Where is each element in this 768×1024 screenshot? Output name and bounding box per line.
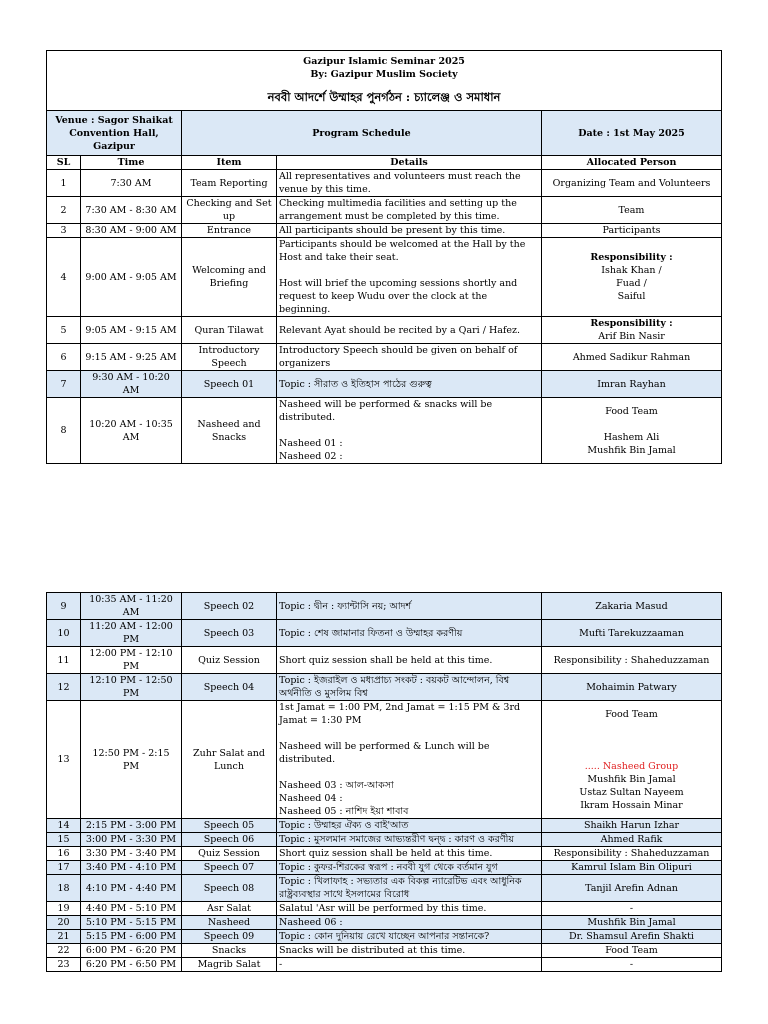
cell-line: Zakaria Masud	[595, 600, 668, 612]
sl-cell: 16	[47, 847, 81, 861]
item-cell: Speech 08	[182, 875, 277, 902]
sl-cell: 19	[47, 902, 81, 916]
cell-line: Food Team	[605, 945, 658, 956]
person-cell	[542, 930, 722, 944]
col-header-sl: SL	[47, 156, 81, 170]
time-cell: 5:10 PM - 5:15 PM	[81, 916, 182, 930]
cell-line: Host will brief the upcoming sessions shortly and request to keep Wudu over the clock at the beginning.	[279, 278, 518, 315]
cell-line: Food Team	[605, 405, 658, 417]
sl-cell: 8	[47, 398, 81, 464]
item-cell: Snacks	[182, 944, 277, 958]
person-cell	[542, 701, 722, 819]
person-cell	[542, 958, 722, 972]
cell-line: Nasheed will be performed & snacks will be distributed.	[279, 399, 493, 423]
table-row	[47, 170, 722, 197]
item-cell: Welcoming and Briefing	[182, 238, 277, 317]
sl-cell: 13	[47, 701, 81, 819]
details-cell	[277, 398, 542, 464]
time-cell: 12:10 PM - 12:50 PM	[81, 674, 182, 701]
person-cell	[542, 674, 722, 701]
theme-title: নববী আদর্শে উম্মাহর পুনর্গঠন : চ্যালেঞ্জ ও সমাধান	[267, 90, 501, 104]
details-cell	[277, 170, 542, 197]
cell-line: Responsibility : Shaheduzzaman	[553, 848, 710, 859]
sl-cell: 20	[47, 916, 81, 930]
sl-cell: 7	[47, 371, 81, 398]
cell-line: Arif Bin Nasir	[598, 331, 665, 342]
person-cell	[542, 224, 722, 238]
seminar-title: Gazipur Islamic Seminar 2025	[303, 56, 465, 67]
col-header-item: Item	[182, 156, 277, 170]
item-cell: Quran Tilawat	[182, 317, 277, 344]
sl-cell: 22	[47, 944, 81, 958]
details-cell	[277, 701, 542, 819]
time-cell: 5:15 PM - 6:00 PM	[81, 930, 182, 944]
cell-line: Shaikh Harun Izhar	[583, 820, 680, 831]
item-cell: Quiz Session	[182, 847, 277, 861]
cell-line: -	[629, 903, 634, 914]
table-row	[47, 371, 722, 398]
cell-line: Topic : কুফর-শিরকের স্বরূপ : নববী যুগ থেকে বর্তমান যুগ	[279, 862, 498, 873]
person-cell	[542, 944, 722, 958]
table-row	[47, 674, 722, 701]
item-cell: Nasheed	[182, 916, 277, 930]
cell-line: Responsibility :	[590, 252, 673, 263]
cell-line: Mushfik Bin Jamal	[587, 773, 676, 785]
sl-cell: 11	[47, 647, 81, 674]
details-cell	[277, 344, 542, 371]
item-cell: Checking and Set up	[182, 197, 277, 224]
cell-line: Saiful	[617, 291, 646, 302]
cell-line: All participants should be present by this time.	[279, 225, 506, 236]
cell-line: Topic : কোন দুনিয়ায় রেখে যাচ্ছেন আপনার সন্তানকে?	[279, 931, 490, 942]
cell-line: Responsibility :	[590, 318, 673, 329]
table-row	[47, 197, 722, 224]
person-cell	[542, 819, 722, 833]
details-cell	[277, 819, 542, 833]
col-header-details: Details	[277, 156, 542, 170]
cell-line: Nasheed 06 :	[279, 917, 343, 928]
cell-line: Mufti Tarekuzzaaman	[579, 627, 684, 639]
time-cell: 3:00 PM - 3:30 PM	[81, 833, 182, 847]
sl-cell: 3	[47, 224, 81, 238]
sl-cell: 14	[47, 819, 81, 833]
cell-line: Nasheed 02 :	[279, 451, 343, 462]
item-cell: Speech 07	[182, 861, 277, 875]
cell-line: Topic : খিলাফাহ : সভ্যতার এক বিকল্প ন্যারেটিভ এবং আধুনিক রাষ্ট্রব্যবস্থার সাথে ইসলামের বিরোধ	[279, 876, 522, 900]
organizer-line: By: Gazipur Muslim Society	[310, 69, 458, 80]
cell-line: Mushfik Bin Jamal	[587, 444, 676, 456]
table-row	[47, 819, 722, 833]
item-cell: Speech 05	[182, 819, 277, 833]
cell-line: Topic : দ্বীন : ফ্যান্টাসি নয়; আদর্শ	[279, 600, 412, 612]
person-cell	[542, 398, 722, 464]
table-row	[47, 344, 722, 371]
table-row	[47, 701, 722, 819]
details-cell	[277, 833, 542, 847]
person-cell	[542, 847, 722, 861]
table-row	[47, 317, 722, 344]
person-cell	[542, 916, 722, 930]
cell-line: Dr. Shamsul Arefin Shakti	[569, 931, 694, 942]
time-cell: 8:30 AM - 9:00 AM	[81, 224, 182, 238]
cell-line: Participants should be welcomed at the Hall by the Host and take their seat.	[279, 239, 526, 263]
time-cell: 3:40 PM - 4:10 PM	[81, 861, 182, 875]
person-cell	[542, 875, 722, 902]
table-row	[47, 944, 722, 958]
cell-line: Ustaz Sultan Nayeem	[579, 786, 684, 798]
table-row	[47, 833, 722, 847]
time-cell: 10:20 AM - 10:35 AM	[81, 398, 182, 464]
cell-line: Nasheed will be performed & Lunch will be distributed.	[279, 741, 490, 765]
cell-line: Relevant Ayat should be recited by a Qari / Hafez.	[279, 324, 521, 336]
cell-line: Food Team	[605, 708, 658, 720]
time-cell: 9:05 AM - 9:15 AM	[81, 317, 182, 344]
cell-line: Nasheed 05 : নাশিদ ইয়া শাবাব	[279, 806, 409, 817]
person-cell	[542, 344, 722, 371]
details-cell	[277, 902, 542, 916]
table-row	[47, 861, 722, 875]
venue-cell: Venue : Sagor Shaikat Convention Hall, Gazipur	[47, 111, 182, 156]
time-cell: 9:15 AM - 9:25 AM	[81, 344, 182, 371]
person-cell	[542, 902, 722, 916]
person-cell	[542, 170, 722, 197]
details-cell	[277, 674, 542, 701]
cell-line: Team	[618, 204, 645, 216]
cell-line: Topic : মুসলমান সমাজের আভ্যন্তরীণ দ্বন্দ্ব : কারণ ও করণীয়	[279, 834, 514, 845]
details-cell	[277, 620, 542, 647]
details-cell	[277, 944, 542, 958]
details-cell	[277, 238, 542, 317]
sl-cell: 5	[47, 317, 81, 344]
table-row	[47, 958, 722, 972]
table-row	[47, 930, 722, 944]
table-row	[47, 620, 722, 647]
details-cell	[277, 958, 542, 972]
person-cell	[542, 861, 722, 875]
cell-line: ..... Nasheed Group	[584, 760, 679, 772]
item-cell: Speech 09	[182, 930, 277, 944]
details-cell	[277, 916, 542, 930]
time-cell: 7:30 AM - 8:30 AM	[81, 197, 182, 224]
table-row	[47, 224, 722, 238]
time-cell: 7:30 AM	[81, 170, 182, 197]
sl-cell: 12	[47, 674, 81, 701]
person-cell	[542, 317, 722, 344]
cell-line: Fuad /	[616, 278, 647, 289]
sl-cell: 2	[47, 197, 81, 224]
item-cell: Asr Salat	[182, 902, 277, 916]
cell-line: Topic : শেষ জামানার ফিতনা ও উম্মাহর করণীয়	[279, 627, 463, 639]
cell-line: Ikram Hossain Minar	[580, 799, 683, 811]
cell-line: Ishak Khan /	[601, 265, 662, 276]
schedule-table-page2	[46, 592, 722, 972]
item-cell: Speech 02	[182, 593, 277, 620]
date-cell: Date : 1st May 2025	[542, 111, 722, 156]
document-header	[47, 51, 722, 111]
cell-line: Topic : উম্মাহর ঐক্য ও বাই'আত	[279, 820, 409, 831]
time-cell: 10:35 AM - 11:20 AM	[81, 593, 182, 620]
details-cell	[277, 224, 542, 238]
details-cell	[277, 861, 542, 875]
time-cell: 3:30 PM - 3:40 PM	[81, 847, 182, 861]
cell-line: Checking multimedia facilities and setting up the arrangement must be completed by this time.	[279, 198, 517, 222]
cell-line: -	[629, 959, 634, 970]
item-cell: Team Reporting	[182, 170, 277, 197]
cell-line: Short quiz session shall be held at this time.	[279, 654, 493, 666]
cell-line: Ahmed Sadikur Rahman	[572, 351, 691, 363]
table-row	[47, 238, 722, 317]
col-header-time: Time	[81, 156, 182, 170]
details-cell	[277, 875, 542, 902]
cell-line: Topic : ইজরাইল ও মধ্যপ্রাচ্য সংকট : বয়কট আন্দোলন, বিশ্ব অর্থনীতি ও মুসলিম বিশ্ব	[279, 675, 510, 699]
item-cell: Nasheed and Snacks	[182, 398, 277, 464]
cell-line: Nasheed 01 :	[279, 438, 343, 449]
item-cell: Speech 03	[182, 620, 277, 647]
cell-line: Topic : সীরাত ও ইতিহাস পাঠের গুরুত্ব	[279, 378, 432, 390]
cell-line: Nasheed 03 : আল-আকসা	[279, 780, 394, 791]
cell-line: 1st Jamat = 1:00 PM, 2nd Jamat = 1:15 PM & 3rd Jamat = 1:30 PM	[279, 702, 521, 726]
table-row	[47, 875, 722, 902]
person-cell	[542, 593, 722, 620]
details-cell	[277, 593, 542, 620]
col-header-person: Allocated Person	[542, 156, 722, 170]
cell-line: Tanjil Arefin Adnan	[585, 882, 678, 894]
table-row	[47, 398, 722, 464]
person-cell	[542, 620, 722, 647]
time-cell: 6:20 PM - 6:50 PM	[81, 958, 182, 972]
sl-cell: 15	[47, 833, 81, 847]
time-cell: 12:50 PM - 2:15 PM	[81, 701, 182, 819]
item-cell: Quiz Session	[182, 647, 277, 674]
cell-line: All representatives and volunteers must reach the venue by this time.	[279, 171, 521, 195]
sl-cell: 6	[47, 344, 81, 371]
cell-line: Mohaimin Patwary	[586, 681, 677, 693]
item-cell: Speech 04	[182, 674, 277, 701]
item-cell: Speech 06	[182, 833, 277, 847]
cell-line: Mushfik Bin Jamal	[587, 917, 676, 928]
cell-line: Salatul 'Asr will be performed by this time.	[279, 903, 487, 914]
sl-cell: 10	[47, 620, 81, 647]
person-cell	[542, 833, 722, 847]
item-cell: Introductory Speech	[182, 344, 277, 371]
sl-cell: 18	[47, 875, 81, 902]
table-row	[47, 593, 722, 620]
table-row	[47, 902, 722, 916]
column-header-row	[47, 156, 722, 170]
time-cell: 11:20 AM - 12:00 PM	[81, 620, 182, 647]
person-cell	[542, 371, 722, 398]
cell-line: Organizing Team and Volunteers	[552, 177, 711, 189]
sl-cell: 4	[47, 238, 81, 317]
details-cell	[277, 197, 542, 224]
sl-cell: 21	[47, 930, 81, 944]
time-cell: 4:40 PM - 5:10 PM	[81, 902, 182, 916]
cell-line: Snacks will be distributed at this time.	[279, 945, 466, 956]
time-cell: 9:30 AM - 10:20 AM	[81, 371, 182, 398]
person-cell	[542, 238, 722, 317]
time-cell: 4:10 PM - 4:40 PM	[81, 875, 182, 902]
item-cell: Entrance	[182, 224, 277, 238]
schedule-table-page1	[46, 50, 722, 464]
cell-line: Imran Rayhan	[597, 378, 666, 390]
cell-line: Ahmed Rafik	[600, 834, 663, 845]
table-row	[47, 647, 722, 674]
time-cell: 12:00 PM - 12:10 PM	[81, 647, 182, 674]
cell-line: Nasheed 04 :	[279, 793, 343, 804]
sl-cell: 9	[47, 593, 81, 620]
item-cell: Speech 01	[182, 371, 277, 398]
person-cell	[542, 197, 722, 224]
cell-line: -	[279, 959, 283, 970]
cell-line: Kamrul Islam Bin Olipuri	[571, 862, 692, 873]
details-cell	[277, 647, 542, 674]
cell-line: Introductory Speech should be given on behalf of organizers	[279, 345, 518, 369]
person-cell	[542, 647, 722, 674]
time-cell: 2:15 PM - 3:00 PM	[81, 819, 182, 833]
table-row	[47, 847, 722, 861]
table-row	[47, 916, 722, 930]
details-cell	[277, 930, 542, 944]
time-cell: 6:00 PM - 6:20 PM	[81, 944, 182, 958]
time-cell: 9:00 AM - 9:05 AM	[81, 238, 182, 317]
sl-cell: 23	[47, 958, 81, 972]
details-cell	[277, 371, 542, 398]
item-cell: Magrib Salat	[182, 958, 277, 972]
cell-line: Short quiz session shall be held at this time.	[279, 848, 493, 859]
cell-line: Responsibility : Shaheduzzaman	[553, 654, 710, 666]
sl-cell: 17	[47, 861, 81, 875]
program-schedule-cell: Program Schedule	[182, 111, 542, 156]
details-cell	[277, 847, 542, 861]
details-cell	[277, 317, 542, 344]
cell-line: Participants	[602, 225, 661, 236]
cell-line: Hashem Ali	[603, 431, 660, 443]
sl-cell: 1	[47, 170, 81, 197]
item-cell: Zuhr Salat and Lunch	[182, 701, 277, 819]
